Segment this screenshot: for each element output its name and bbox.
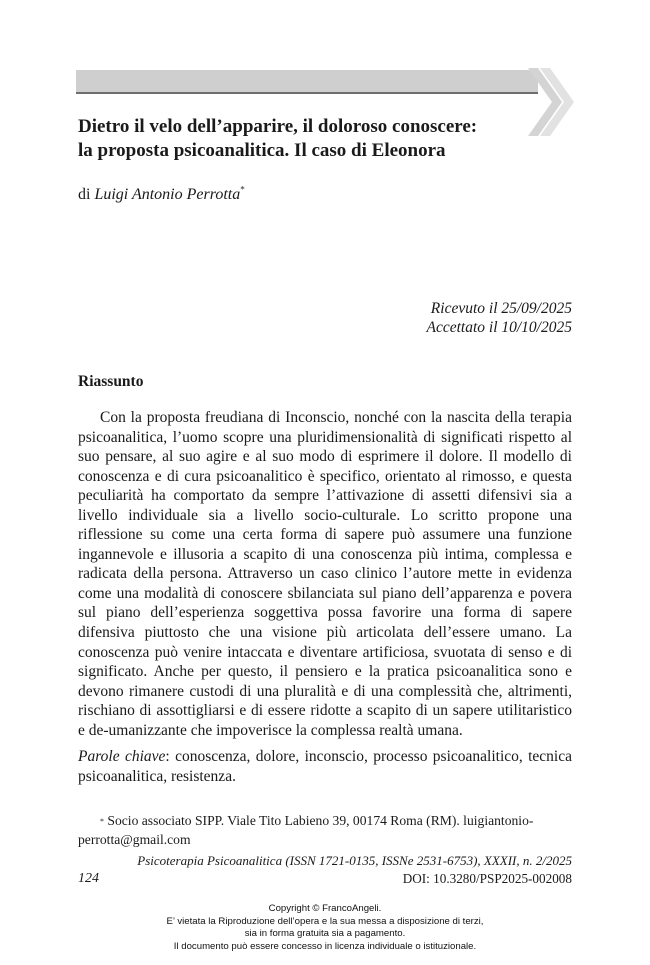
copyright-notice xyxy=(0,903,650,954)
copyright-line-2: E’ vietata la Riproduzione dell’opera e la sua messa a disposizione di terzi, xyxy=(166,915,484,927)
title-line-2: la proposta psicoanalitica. Il caso di Eleonora xyxy=(78,140,446,161)
keywords-separator: : xyxy=(165,748,176,765)
author-line xyxy=(78,186,245,204)
page-number: 124 xyxy=(78,871,99,886)
footnote-marker: * xyxy=(100,817,104,827)
header-bar xyxy=(76,70,538,92)
keywords-label: Parole chiave xyxy=(78,748,166,765)
author-prefix: di xyxy=(78,186,91,203)
submission-dates xyxy=(426,299,572,337)
journal-citation: Psicoterapia Psicoanalitica (ISSN 1721-0135, ISSNe 2531-6753), XXXII, n. 2/2025 xyxy=(137,853,572,868)
doi: DOI: 10.3280/PSP2025-002008 xyxy=(402,871,572,886)
footnote-text: Socio associato SIPP. Viale Tito Labieno 39, 00174 Roma (RM). luigiantonio-perrotta@gmail.com xyxy=(78,813,534,847)
article-title xyxy=(78,115,578,163)
keywords-text: conoscenza, dolore, inconscio, processo psicoanalitico, tecnica psicoanalitica, resistenza. xyxy=(78,748,572,785)
author-footnote-marker: * xyxy=(240,184,245,195)
title-line-1: Dietro il velo dell’apparire, il doloroso conoscere: xyxy=(78,116,478,137)
header-rule xyxy=(76,92,538,94)
abstract-text: Con la proposta freudiana di Inconscio, nonché con la nascita della terapia psicoanalitica, l’uomo scopre una pluridimensionalità di significati rispetto al suo pensare, al suo agire e al suo modo di esprimere il dolore. Il modello di conoscenza e di cura psicoanalitico è specifico, orientato al rimosso, e questa peculiarità ha comportato da sempre l’attivazione di assetti difensivi sia a livello individuale sia a livello socio-culturale. Lo scritto propone una riflessione su come una certa forma di sapere può assumere una funzione ingannevole e illusoria a scapito di una conoscenza più intima, complessa e radicata della persona. Attraverso un caso clinico l’autore mette in evidenza come una modalità di conoscere sbilanciata sul piano dell’apparenza e povera sul piano dell’esperienza soggettiva possa favorire una forma di sapere difensiva piuttosto che una visione più articolata dell’essere umano. La conoscenza può venire intaccata e diventare artificiosa, svuotata di senso e di significato. Anche per questo, il pensiero e la pratica psicoanalitica sono e devono rimanere custodi di una pluralità e di una complessità che, altrimenti, rischiano di assottigliarsi e di essere ridotte a scapito di un sapere utilitaristico e de-umanizzante che impoverisce la complessa realtà umana. xyxy=(78,409,572,739)
copyright-line-3: sia in forma gratuita sia a pagamento. xyxy=(244,928,406,940)
abstract-heading: Riassunto xyxy=(78,373,144,390)
copyright-line-4: Il documento può essere concesso in licenza individuale o istituzionale. xyxy=(173,941,477,953)
keywords xyxy=(78,747,572,786)
accepted-date: Accettato il 10/10/2025 xyxy=(426,319,572,336)
received-date: Ricevuto il 25/09/2025 xyxy=(430,300,572,317)
copyright-line-1: Copyright © FrancoAngeli. xyxy=(268,903,382,914)
author-footnote xyxy=(78,812,572,848)
author-name: Luigi Antonio Perrotta xyxy=(94,186,241,203)
